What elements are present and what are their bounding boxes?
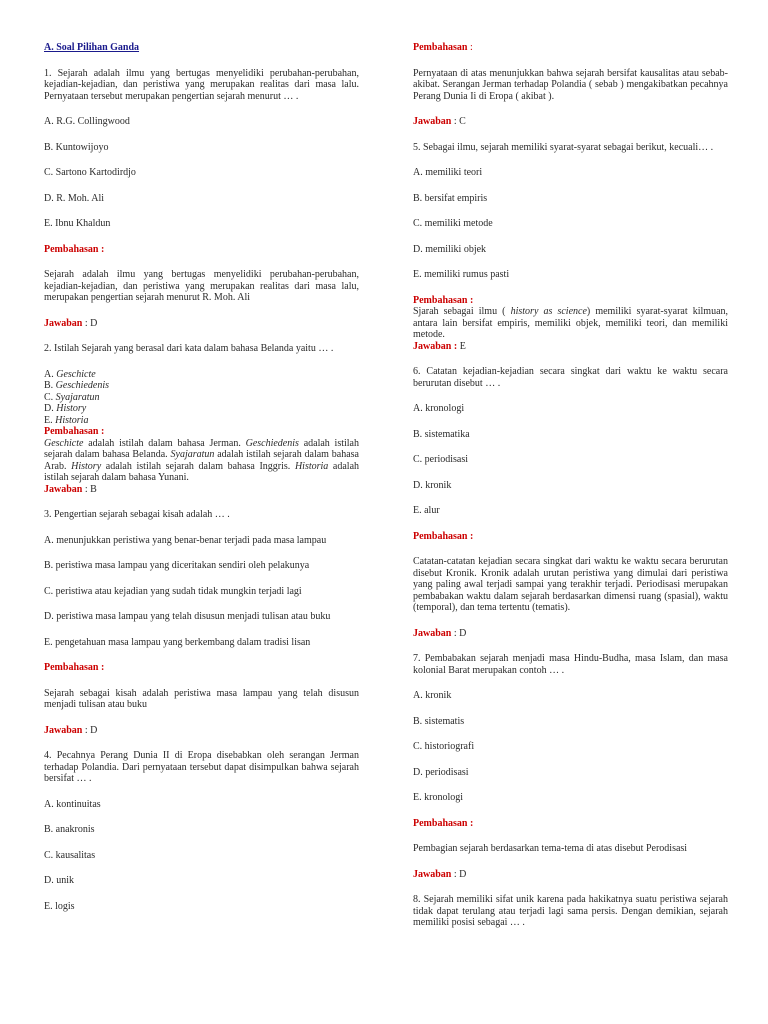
jawaban-label: Jawaban	[413, 627, 452, 639]
jawaban-label: Jawaban	[413, 116, 452, 127]
jawaban-label: Jawaban :	[413, 340, 458, 352]
jawaban-value: E	[457, 340, 466, 352]
option-prefix: A.	[44, 368, 54, 380]
q6-pembahasan-label: Pembahasan :	[413, 530, 474, 542]
left-column	[44, 42, 359, 912]
jawaban-value: : C	[453, 116, 466, 127]
q6-option-a: A. kronologi	[413, 403, 465, 414]
text: adalah istilah sejarah dalam bahasa Inggris.	[101, 460, 295, 472]
question-4: 4. Pecahnya Perang Dunia II di Eropa disebabkan oleh serangan Jerman terhadap Polandia. Dari pernyataan tersebut dapat disimpulkan bahwa sejarah bersifat … .	[44, 750, 359, 784]
section-heading: A. Soal Pilihan Ganda	[44, 42, 140, 53]
right-column	[413, 42, 728, 929]
q1-option-e: E. Ibnu Khaldun	[44, 218, 111, 229]
q1-option-b: B. Kuntowijoyo	[44, 141, 109, 153]
q4-option-d: D. unik	[44, 875, 74, 886]
text: adalah istilah dalam bahasa Jerman.	[83, 437, 246, 449]
option-prefix: E.	[44, 414, 53, 426]
q6-jawaban	[413, 628, 728, 640]
question-2: 2. Istilah Sejarah yang berasal dari kata dalam bahasa Belanda yaitu … .	[44, 343, 334, 354]
jawaban-value: : D	[453, 627, 467, 639]
q6-option-d: D. kronik	[413, 479, 452, 491]
term: Geschiedenis	[245, 437, 299, 449]
text: Sjarah sebagai ilmu (	[413, 306, 511, 317]
text: adalah istilah sejarah dalam bahasa Yunani.	[44, 460, 360, 483]
q2-option-d	[44, 403, 359, 415]
q4-pembahasan-label	[413, 42, 728, 54]
text: ) memiliki syarat-syarat kilmuan, antara lain bersifat empiris, memiliki objek, memiliki teori, dan memiliki metode.	[413, 306, 729, 340]
term: Syajaratun	[170, 449, 215, 460]
q1-option-d: D. R. Moh. Ali	[44, 192, 105, 204]
q1-pembahasan: Sejarah adalah ilmu yang bertugas menyelidiki perubahan-perubahan, kejadian-kejadian, dan peristiwa yang merupakan realitas dari masa lalu, merupakan pengertian sejarah menurut R. Moh. Ali	[44, 269, 359, 303]
q5-option-a: A. memiliki teori	[413, 167, 483, 178]
q1-jawaban	[44, 318, 359, 330]
q2-pembahasan-label: Pembahasan :	[44, 426, 105, 437]
q2-option-a	[44, 369, 359, 381]
text: adalah istilah sejarah dalam bahasa Arab.	[44, 449, 359, 472]
q2-jawaban	[44, 484, 359, 496]
pembahasan-label: Pembahasan	[413, 42, 468, 53]
q3-jawaban	[44, 725, 359, 737]
option-prefix: C.	[44, 391, 54, 403]
q3-option-c: C. peristiwa atau kejadian yang sudah tidak mungkin terjadi lagi	[44, 585, 302, 597]
q6-option-b: B. sistematika	[413, 428, 470, 440]
q4-option-c: C. kausalitas	[44, 849, 96, 861]
jawaban-label: Jawaban	[44, 317, 83, 329]
q3-option-a: A. menunjukkan peristiwa yang benar-benar terjadi pada masa lampau	[44, 534, 327, 546]
term: history as science	[510, 306, 587, 317]
jawaban-value: : D	[84, 317, 98, 329]
question-7: 7. Pembabakan sejarah menjadi masa Hindu-Budha, masa Islam, dan masa kolonial Barat merupakan contoh … .	[413, 653, 728, 676]
question-1: 1. Sejarah adalah ilmu yang bertugas menyelidiki perubahan-perubahan, kejadian-kejadian, dan peristiwa yang merupakan realitas dari masa lalu. Pernyataan tersebut merupakan pengertian sejarah menurut … .	[44, 67, 359, 102]
q2-option-c	[44, 392, 359, 404]
option-text: Geschiedenis	[55, 380, 109, 391]
q2-option-b	[44, 380, 359, 392]
q3-pembahasan: Sejarah sebagai kisah adalah peristiwa masa lampau yang telah disusun menjadi tulisan atau buku	[44, 687, 359, 710]
q1-option-a: A. R.G. Collingwood	[44, 116, 130, 127]
q5-pembahasan-label: Pembahasan :	[413, 294, 474, 306]
q3-pembahasan-label: Pembahasan :	[44, 662, 105, 673]
term: Historia	[294, 460, 329, 472]
q5-option-e: E. memiliki rumus pasti	[413, 269, 510, 280]
jawaban-value: : B	[84, 483, 97, 495]
q5-jawaban	[413, 341, 728, 353]
q4-jawaban	[413, 116, 728, 128]
q7-option-d: D. periodisasi	[413, 766, 469, 778]
option-text: Syajaratun	[55, 391, 100, 403]
q2-pembahasan	[44, 438, 359, 484]
q7-pembahasan-label: Pembahasan :	[413, 817, 474, 829]
q7-option-b: B. sistematis	[413, 715, 465, 727]
option-text: History	[56, 403, 87, 414]
option-text: Historia	[55, 414, 89, 426]
q1-pembahasan-label: Pembahasan :	[44, 243, 105, 255]
question-3: 3. Pengertian sejarah sebagai kisah adalah … .	[44, 509, 230, 520]
q7-option-c: C. historiografi	[413, 741, 475, 752]
q4-pembahasan: Pernyataan di atas menunjukkan bahwa sejarah bersifat kausalitas atau sebab- akibat. Serangan Jerman terhadap Polandia ( sebab ) mengakibatkan pecahnya Perang Dunia Ii di Eropa ( akibat ).	[413, 67, 728, 102]
option-prefix: B.	[44, 380, 54, 391]
q3-option-d: D. peristiwa masa lampau yang telah disusun menjadi tulisan atau buku	[44, 611, 331, 622]
pembahasan-colon: :	[467, 42, 473, 53]
question-5: 5. Sebagai ilmu, sejarah memiliki syarat-syarat sebagai berikut, kecuali… .	[413, 141, 714, 153]
option-prefix: D.	[44, 403, 54, 414]
question-6: 6. Catatan kejadian-kejadian secara singkat dari waktu ke waktu secara berurutan disebut … .	[413, 366, 728, 389]
q6-option-e: E. alur	[413, 505, 440, 516]
jawaban-label: Jawaban	[44, 483, 83, 495]
text: adalah istilah sejarah dalam bahasa Belanda.	[44, 437, 359, 460]
q4-option-e: E. logis	[44, 900, 75, 912]
q7-option-e: E. kronologi	[413, 792, 463, 803]
q5-option-c: C. memiliki metode	[413, 218, 493, 229]
q7-option-a: A. kronik	[413, 690, 452, 701]
jawaban-value: : D	[84, 724, 98, 736]
q4-option-b: B. anakronis	[44, 824, 95, 835]
term: History	[71, 460, 102, 472]
question-8: 8. Sejarah memiliki sifat unik karena pada hakikatnya suatu peristiwa sejarah tidak dapat terulang atau terjadi lagi sama persis. Dengan demikian, sejarah memiliki posisi sebagai … .	[413, 894, 728, 928]
q5-option-d: D. memiliki objek	[413, 243, 487, 255]
jawaban-value: : D	[453, 868, 467, 880]
q2-option-e	[44, 415, 359, 427]
jawaban-label: Jawaban	[413, 868, 452, 880]
q7-jawaban	[413, 869, 728, 881]
q3-option-e: E. pengetahuan masa lampau yang berkembang dalam tradisi lisan	[44, 636, 311, 648]
q7-pembahasan: Pembagian sejarah berdasarkan tema-tema di atas disebut Perodisasi	[413, 843, 688, 854]
term: Geschicte	[44, 437, 84, 449]
q4-option-a: A. kontinuitas	[44, 798, 101, 810]
q6-option-c: C. periodisasi	[413, 454, 468, 465]
option-text: Geschicte	[56, 368, 96, 380]
q3-option-b: B. peristiwa masa lampau yang diceritakan sendiri oleh pelakunya	[44, 560, 310, 571]
q5-pembahasan	[413, 306, 728, 341]
q6-pembahasan: Catatan-catatan kejadian secara singkat dari waktu ke waktu secara berurutan disebut Kronik. Kronik adalah urutan peristiwa yang dimulai dari peristiwa yang paling awal terjadi sampai yang terakhir terjadi. Periodisasi merupakan pembabakan waktu dalam sejarah berdasarkan dimensi ruang (spasial), waktu (temporal), dan tema tertentu (tematis).	[413, 556, 728, 613]
q5-option-b: B. bersifat empiris	[413, 192, 488, 204]
q1-option-c: C. Sartono Kartodirdjo	[44, 167, 136, 178]
jawaban-label: Jawaban	[44, 724, 83, 736]
